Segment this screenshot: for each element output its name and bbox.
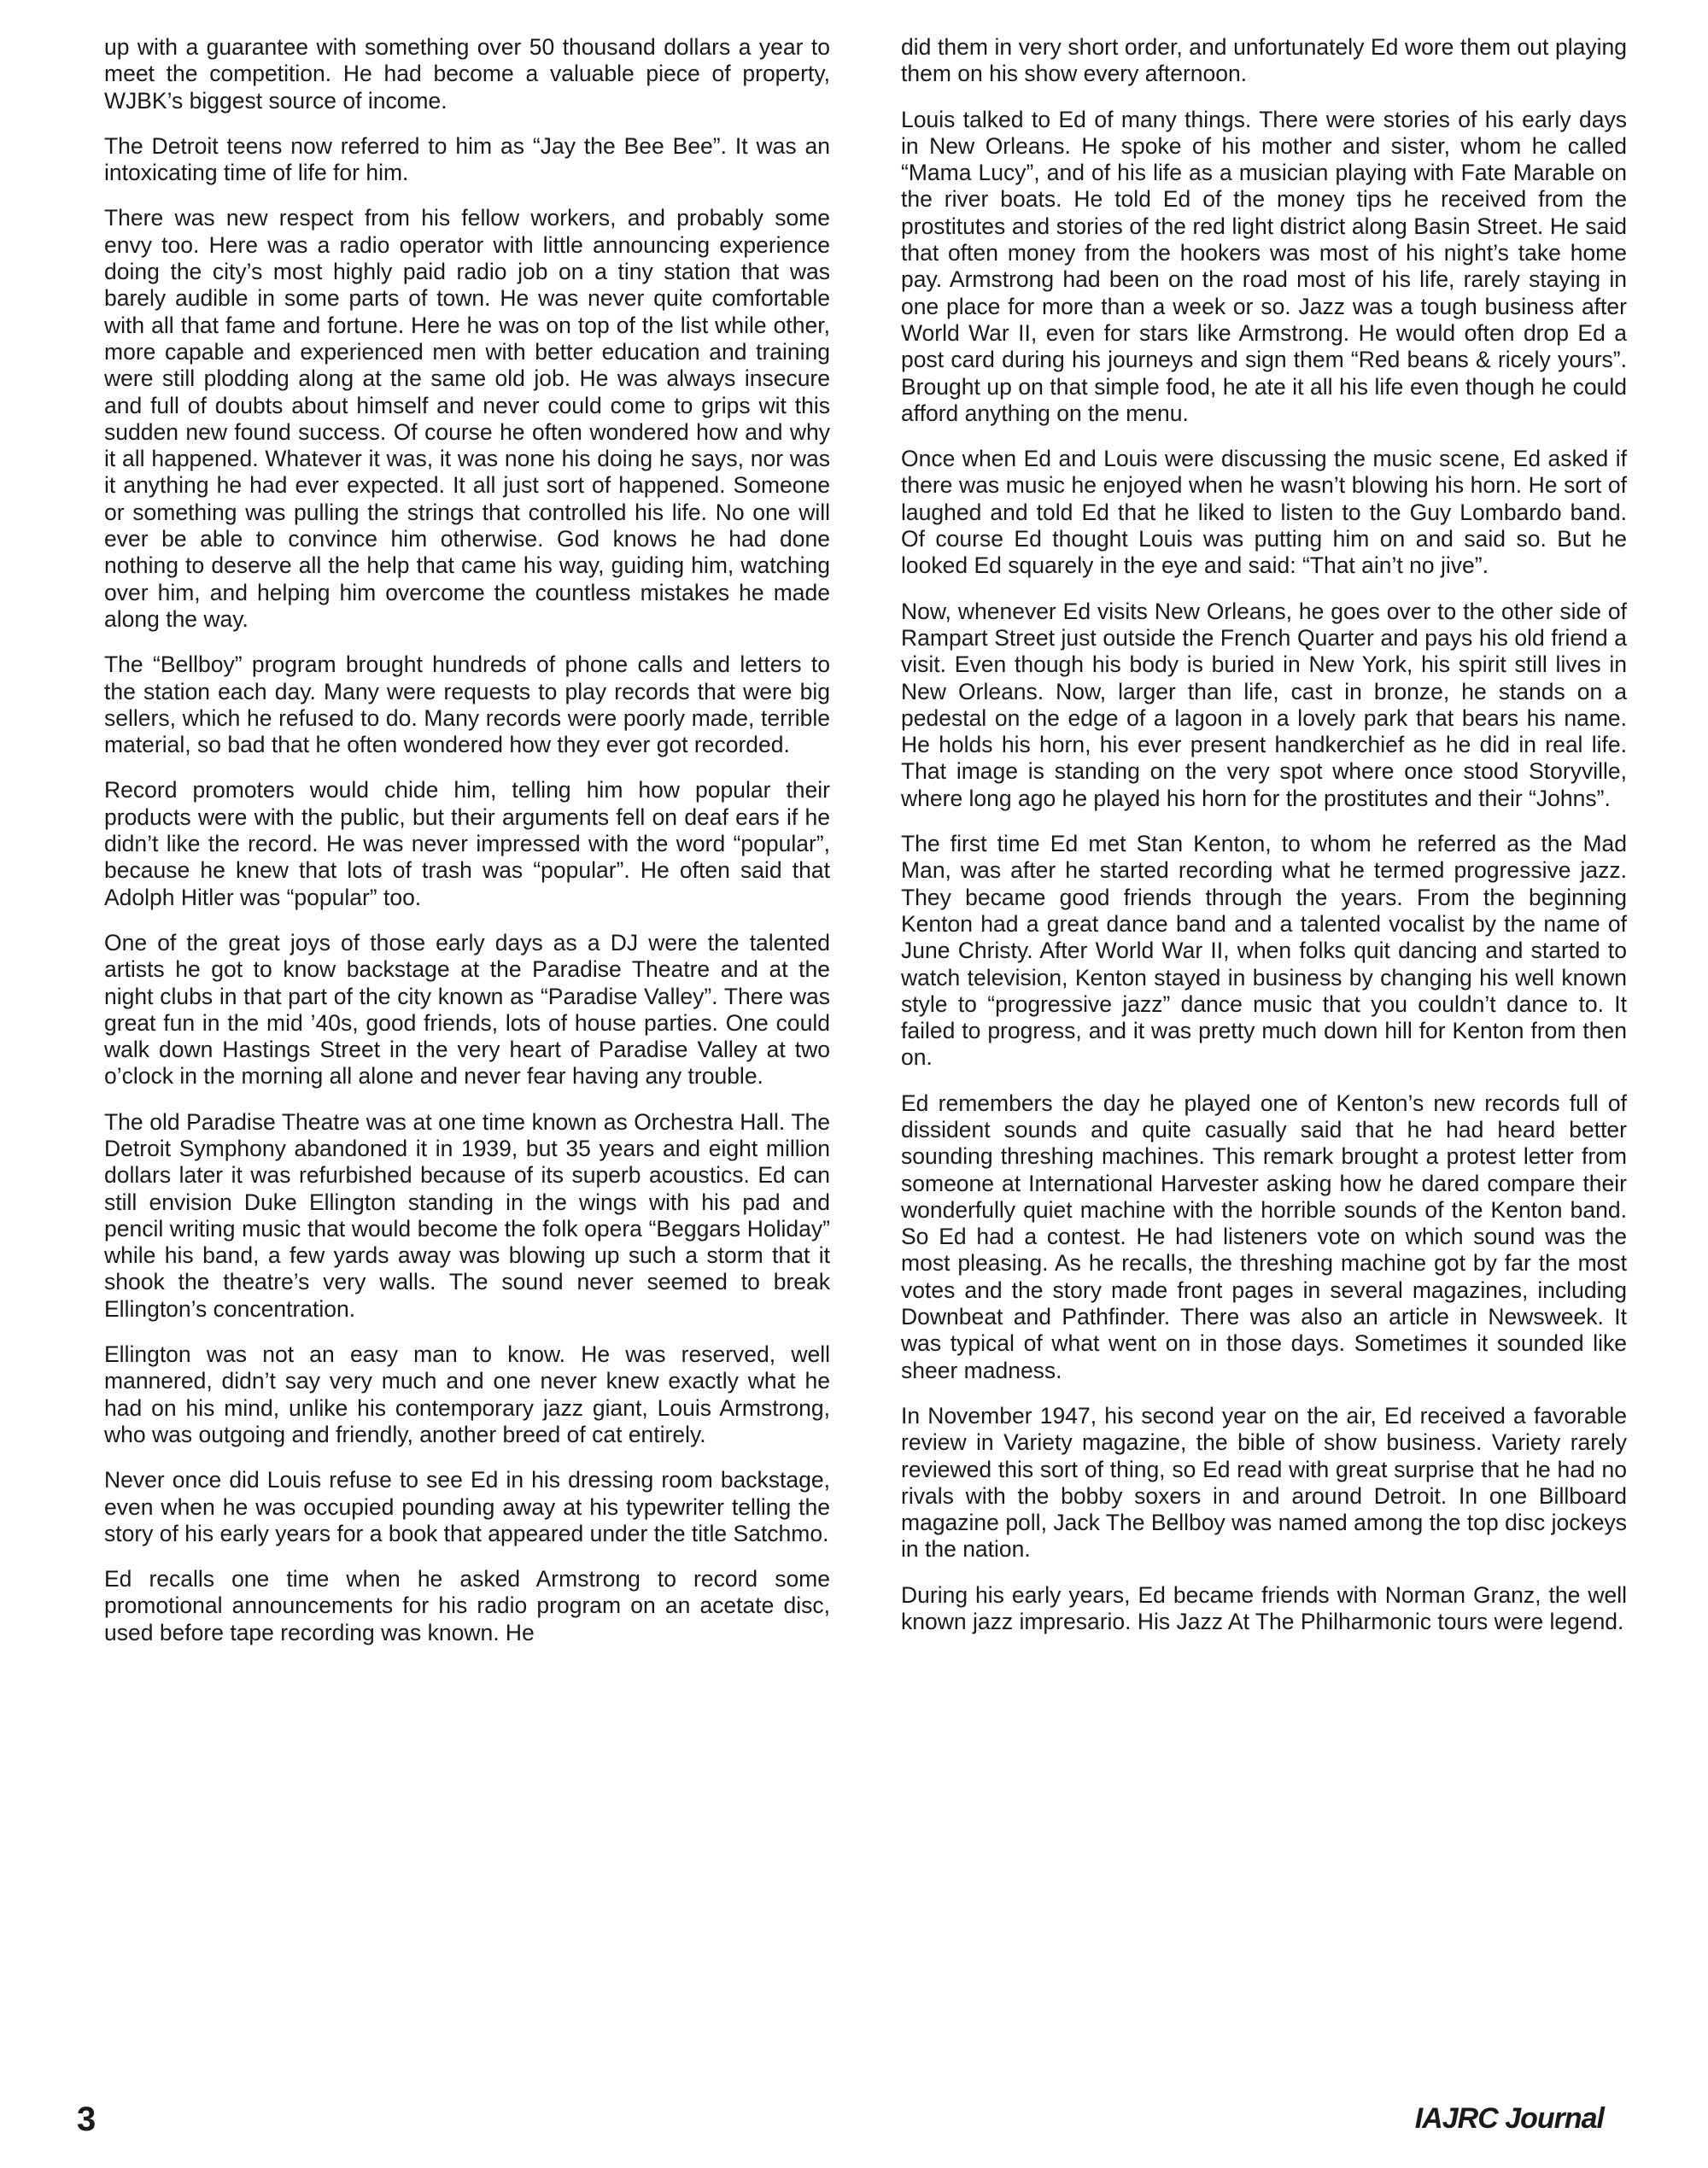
paragraph: Now, whenever Ed visits New Orleans, he goes over to the other side of Rampart Street just outside the French Quarter and pays his old friend a visit. Even though his body is buried in New York, his spirit still lives in New Orleans. Now, larger than life, cast in bronze, he stands on a pedestal on the edge of a lagoon in a lovely park that bears his name. He holds his horn, his ever present handkerchief as he did in real life. That image is standing on the very spot where once stood Storyville, where long ago he played his horn for the prostitutes and their “Johns”. [901,598,1627,811]
paragraph: Ed recalls one time when he asked Armstrong to record some promotional announcements for his radio program on an acetate disc, used before tape recording was known. He [104,1566,830,1645]
paragraph: Ellington was not an easy man to know. He was reserved, well mannered, didn’t say very much and one never knew exactly what he had on his mind, unlike his contemporary jazz giant, Louis Armstrong, who was outgoing and friendly, another breed of cat entirely. [104,1341,830,1447]
page-number: 3 [77,2101,97,2138]
paragraph: Record promoters would chide him, telling him how popular their products were with the public, but their arguments fell on deaf ears if he didn’t like the record. He was never impressed with the word “popular”, because he knew that lots of trash was “popular”. He often said that Adolph Hitler was “popular” too. [104,777,830,910]
paragraph: The old Paradise Theatre was at one time known as Orchestra Hall. The Detroit Symphony abandoned it in 1939, but 35 years and eight million dollars later it was refurbished because of its superb acoustics. Ed can still envision Duke Ellington standing in the wings with his pad and pencil writing music that would become the folk opera “Beggars Holiday” while his band, a few yards away was blowing up such a storm that it shook the theatre’s very walls. The sound never seemed to break Ellington’s concentration. [104,1108,830,1322]
paragraph: In November 1947, his second year on the air, Ed received a favorable review in Variety magazine, the bible of show business. Variety rarely reviewed this sort of thing, so Ed read with great surprise that he had no rivals with the bobby soxers in and around Detroit. In one Billboard magazine poll, Jack The Bellboy was named among the top disc jockeys in the nation. [901,1402,1627,1563]
paragraph: Louis talked to Ed of many things. There were stories of his early days in New Orleans. He spoke of his mother and sister, whom he called “Mama Lucy”, and of his life as a musician playing with Fate Marable on the river boats. He told Ed of the money tips he received from the prostitutes and stories of the red light district along Basin Street. He said that often money from the hookers was most of his night’s take home pay. Armstrong had been on the road most of his life, rarely staying in one place for more than a week or so. Jazz was a tough business after World War II, even for stars like Armstrong. He would often drop Ed a post card during his journeys and sign them “Red beans & ricely yours”. Brought up on that simple food, he ate it all his life even though he could afford anything on the menu. [901,106,1627,426]
paragraph: up with a guarantee with something over 50 thousand dollars a year to meet the competition. He had become a valuable piece of property, WJBK’s biggest source of income. [104,34,830,114]
paragraph: During his early years, Ed became friends with Norman Granz, the well known jazz impresario. His Jazz At The Philharmonic tours were legend. [901,1581,1627,1635]
paragraph: The first time Ed met Stan Kenton, to whom he referred as the Mad Man, was after he started recording what he termed progressive jazz. They became good friends through the years. From the beginning Kenton had a great dance band and a talented vocalist by the name of June Christy. After World War II, when folks quit dancing and started to watch television, Kenton stayed in business by changing his well known style to “progressive jazz” dance music that you couldn’t dance to. It failed to progress, and it was pretty much down hill for Kenton from then on. [901,831,1627,1071]
paragraph: did them in very short order, and unfortunately Ed wore them out playing them on his show every afternoon. [901,34,1627,87]
paragraph: Ed remembers the day he played one of Kenton’s new records full of dissident sounds and quite casually said that he had heard better sounding threshing machines. This remark brought a protest letter from someone at International Harvester asking how he dared compare their wonderfully quiet machine with the horrible sounds of the Kenton band. So Ed had a contest. He had listeners vote on which sound was the most pleasing. As he recalls, the threshing machine got by far the most votes and the story made front pages in several magazines, including Downbeat and Pathfinder. There was also an article in Newsweek. It was typical of what went on in those days. Sometimes it sounded like sheer madness. [901,1090,1627,1383]
journal-name: IAJRC Journal [1414,2102,1604,2135]
right-column [901,34,1627,1654]
paragraph: There was new respect from his fellow workers, and probably some envy too. Here was a radio operator with little announcing experience doing the city’s most highly paid radio job on a tiny station that was barely audible in some parts of town. He was never quite comfortable with all that fame and fortune. Here he was on top of the list while other, more capable and experienced men with better education and training were still plodding along at the same old job. He was always insecure and full of doubts about himself and never could come to grips wit this sudden new found success. Of course he often wondered how and why it all happened. Whatever it was, it was none his doing he says, nor was it anything he had ever expected. It all just sort of happened. Someone or something was pulling the strings that controlled his life. No one will ever be able to convince him otherwise. God knows he had done nothing to deserve all the help that came his way, guiding him, watching over him, and helping him overcome the countless mistakes he made along the way. [104,205,830,632]
paragraph: Never once did Louis refuse to see Ed in his dressing room backstage, even when he was occupied pounding away at his typewriter telling the story of his early years for a book that appeared under the title Satchmo. [104,1467,830,1546]
paragraph: The “Bellboy” program brought hundreds of phone calls and letters to the station each day. Many were requests to play records that were big sellers, which he refused to do. Many records were poorly made, terrible material, so bad that he often wondered how they ever got recorded. [104,652,830,758]
left-column [104,34,830,1665]
paragraph: The Detroit teens now referred to him as “Jay the Bee Bee”. It was an intoxicating time of life for him. [104,132,830,186]
paragraph: Once when Ed and Louis were discussing the music scene, Ed asked if there was music he enjoyed when he wasn’t blowing his horn. He sort of laughed and told Ed that he liked to listen to the Guy Lombardo band. Of course Ed thought Louis was putting him on and said so. But he looked Ed squarely in the eye and said: “That ain’t no jive”. [901,446,1627,579]
paragraph: One of the great joys of those early days as a DJ were the talented artists he got to know backstage at the Paradise Theatre and at the night clubs in that part of the city known as “Paradise Valley”. There was great fun in the mid ’40s, good friends, lots of house parties. One could walk down Hastings Street in the very heart of Paradise Valley at two o’clock in the morning all alone and never fear having any trouble. [104,929,830,1090]
